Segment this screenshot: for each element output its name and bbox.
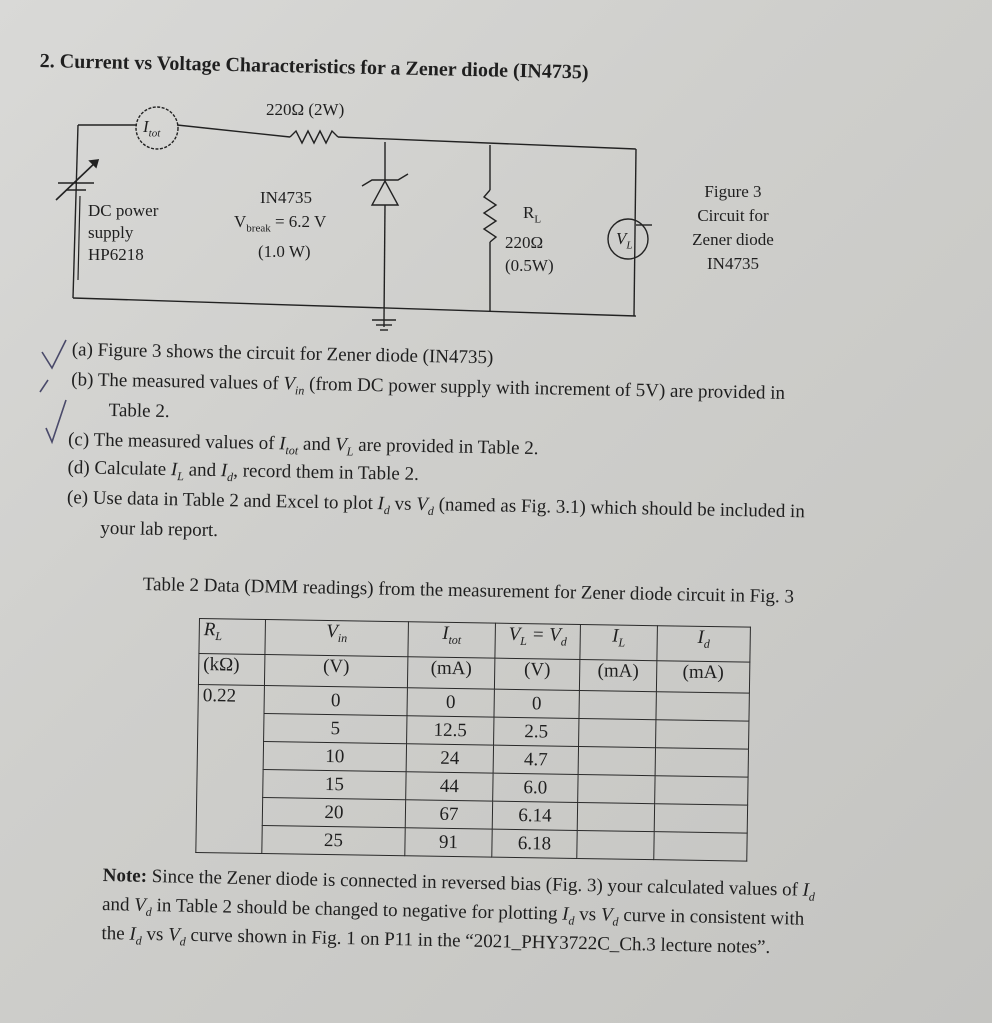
table-cell <box>655 776 748 805</box>
header-id: $I_d$ <box>657 626 751 662</box>
unit-cell: (mA) <box>407 657 494 689</box>
item-b: (b) The measured values of $V_{in}$ (from DC power supply with increment of 5V) are provided in <box>71 369 786 404</box>
table-cell <box>654 832 747 861</box>
table-cell: 15 <box>263 770 406 800</box>
table-cell: 67 <box>405 800 492 829</box>
table-cell: 12.5 <box>407 716 494 745</box>
table-cell <box>655 748 748 777</box>
item-c: (c) The measured values of $I_{tot}$ and $V_L$ are provided in Table 2. <box>67 429 539 460</box>
table-cell <box>578 746 655 775</box>
header-itot: $I_{tot}$ <box>408 622 496 658</box>
load-resistor-label: $R_L$ 220Ω (0.5W) <box>505 203 554 276</box>
table-cell: 20 <box>262 798 405 828</box>
table-cell: 25 <box>262 826 405 856</box>
figure-caption: Figure 3 Circuit for Zener diode IN4735 <box>692 182 774 273</box>
table-cell: 6.18 <box>492 829 577 858</box>
table-caption: Table 2 Data (DMM readings) from the measurement for Zener diode circuit in Fig. 3 <box>142 574 795 608</box>
table-cell <box>577 802 654 831</box>
voltmeter-label: $V_L$ <box>616 229 633 252</box>
table-cell: 10 <box>263 742 406 772</box>
table-cell <box>656 692 749 721</box>
header-vin: $V_{in}$ <box>265 620 409 657</box>
circuit-diagram <box>0 0 992 340</box>
note-paragraph: Note: Since the Zener diode is connected in reversed bias (Fig. 3) your calculated values of $I_d$ and $V_d$ in Table 2 should be changed to negative for plotting $I_d$ vs $V_d$ curve in consistent with the $I_d$ vs $V_d$ curve shown in Fig. 1 on P11 in the “2021_PHY3722C_Ch.3 lecture notes”. <box>101 864 816 959</box>
table-cell <box>579 718 656 747</box>
table-cell <box>656 720 749 749</box>
supply-label: DC power supply HP6218 <box>88 201 159 264</box>
header-il: $I_L$ <box>580 624 658 660</box>
item-b-cont: Table 2. <box>108 399 170 423</box>
header-vl: $V_L = V_d$ <box>495 623 581 659</box>
table-cell: 5 <box>264 714 407 744</box>
rl-value: 0.22 <box>196 684 265 853</box>
unit-cell: (kΩ) <box>198 654 264 686</box>
item-e-cont: your lab report. <box>100 517 219 542</box>
zener-label: IN4735 $V_{break} = 6.2$ V (1.0 W) <box>234 188 327 262</box>
header-rl: $R_L$ <box>199 619 266 655</box>
table-cell: 6.0 <box>493 773 578 802</box>
data-table <box>195 618 751 862</box>
unit-cell: (V) <box>264 655 407 688</box>
unit-cell: (V) <box>494 658 579 690</box>
item-a: (a) Figure 3 shows the circuit for Zener diode (IN4735) <box>71 339 494 369</box>
item-d: (d) Calculate $I_L$ and $I_d$, record them in Table 2. <box>67 457 419 485</box>
table-cell: 91 <box>405 828 492 857</box>
table-cell: 2.5 <box>494 717 579 746</box>
table-cell: 6.14 <box>492 801 577 830</box>
table-cell <box>578 774 655 803</box>
table-cell <box>654 804 747 833</box>
table-cell: 24 <box>406 744 493 773</box>
table-cell: 4.7 <box>493 745 578 774</box>
unit-cell: (mA) <box>656 661 749 693</box>
table-cell: 0 <box>407 688 494 717</box>
ammeter-label: $I_{tot}$ <box>143 117 161 140</box>
item-e: (e) Use data in Table 2 and Excel to plot $I_d$ vs $V_d$ (named as Fig. 3.1) which should be included in <box>66 487 806 523</box>
table-cell: 0 <box>494 689 579 718</box>
series-resistor-label: 220Ω (2W) <box>266 100 345 119</box>
table-cell <box>577 830 654 859</box>
table-cell <box>579 690 656 719</box>
page-title: 2. Current vs Voltage Characteristics for a Zener diode (IN4735) <box>39 50 589 84</box>
table-cell: 44 <box>406 772 493 801</box>
unit-cell: (mA) <box>579 659 656 691</box>
table-cell: 0 <box>264 686 407 716</box>
